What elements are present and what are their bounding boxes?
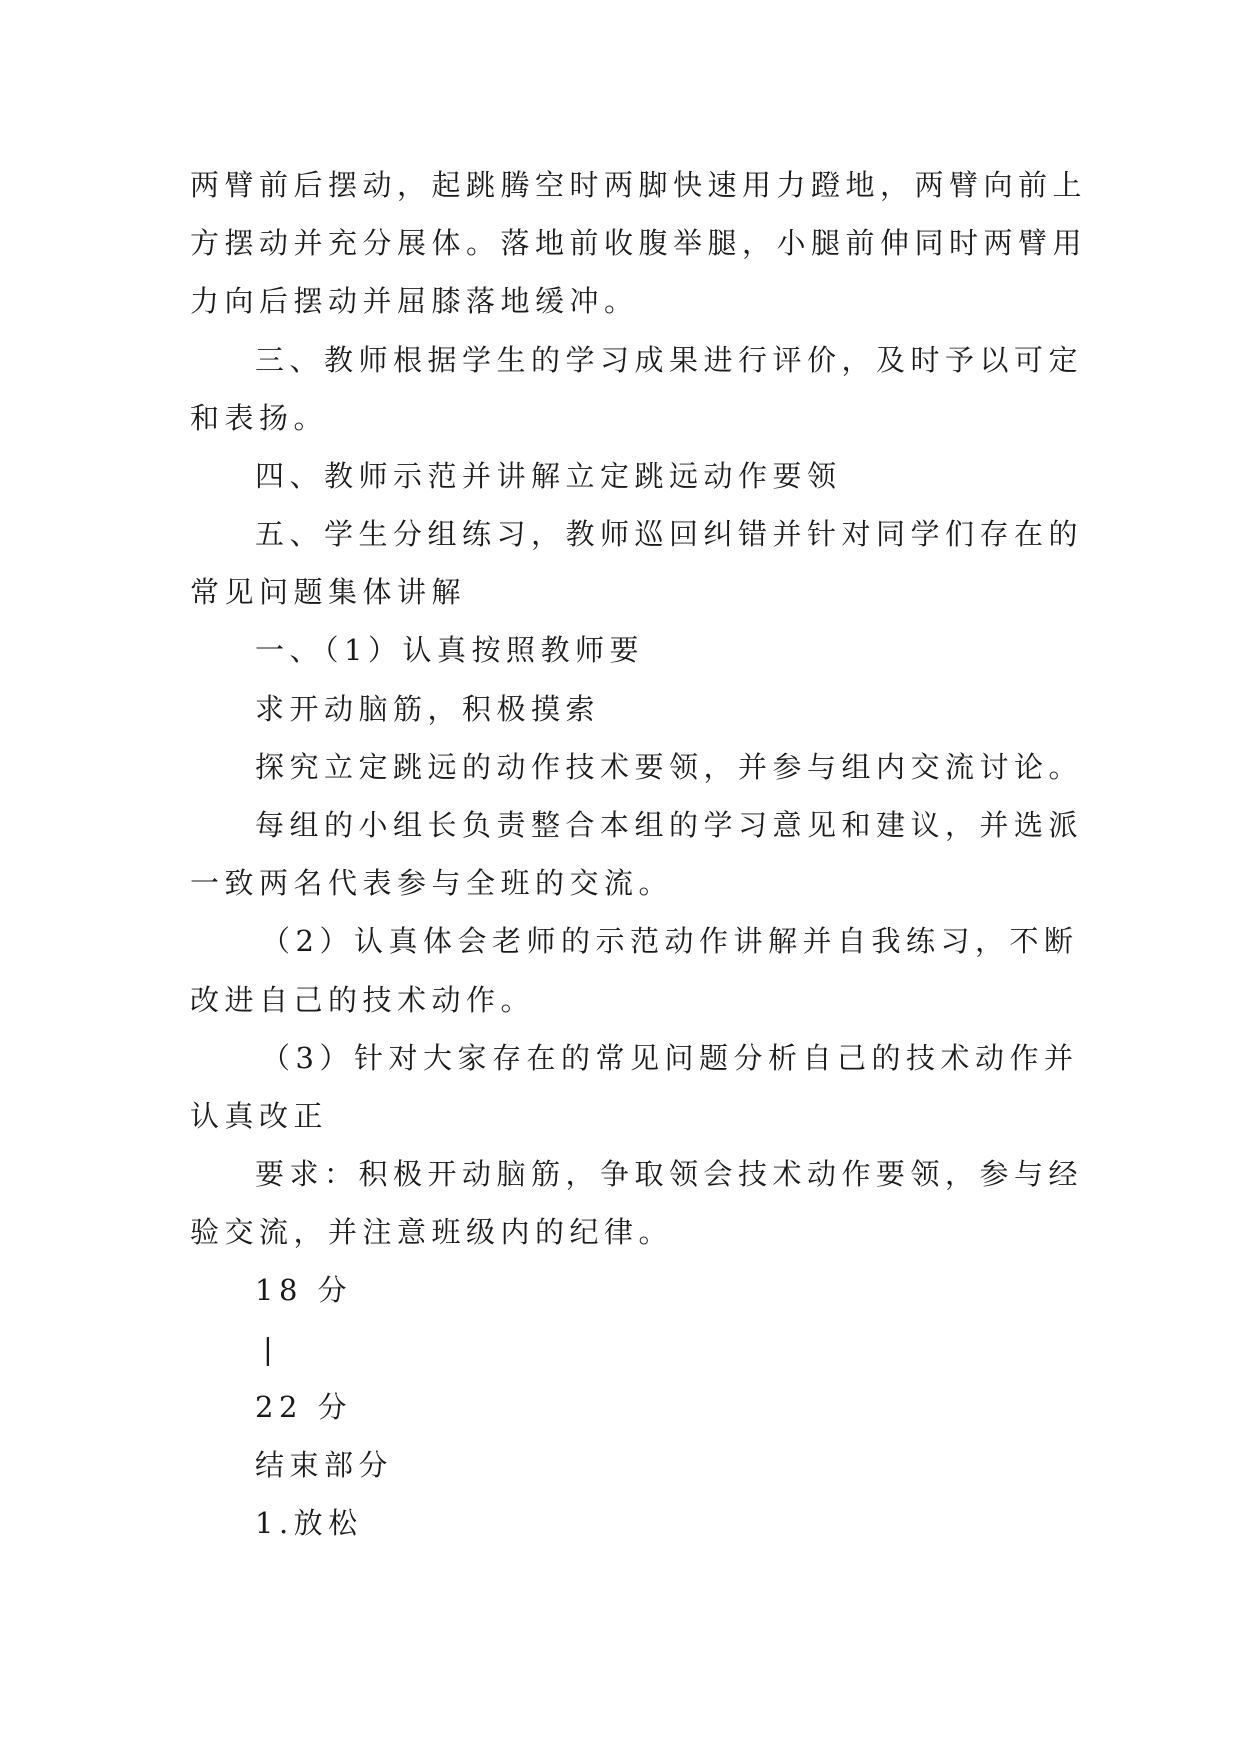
text-line: 一致两名代表参与全班的交流。 [190,866,674,900]
text-line: 每组的小组长负责整合本组的学习意见和建议，并选派 [255,808,1084,842]
text-line: （3）针对大家存在的常见问题分析自己的技术动作并 [261,1041,1079,1075]
text-line: 求开动脑筋，积极摸索 [255,692,601,726]
time-label: 22 分 [255,1390,353,1424]
text-line: 两臂前后摆动，起跳腾空时两脚快速用力蹬地，两臂向前上 [190,168,1088,202]
text-line: 一、（1）认真按照教师要 [255,633,644,667]
text-line: 方摆动并充分展体。落地前收腹举腿，小腿前伸同时两臂用 [190,226,1088,260]
text-line: 验交流，并注意班级内的纪律。 [190,1215,674,1249]
text-line: 四、教师示范并讲解立定跳远动作要领 [255,459,842,493]
text-line: 要求：积极开动脑筋，争取领会技术动作要领，参与经 [255,1157,1084,1191]
section-heading: 结束部分 [255,1448,394,1482]
time-label: 18 分 [255,1273,353,1307]
time-separator: | [263,1332,279,1366]
text-line: 三、教师根据学生的学习成果进行评价，及时予以可定 [255,343,1084,377]
text-line: 五、学生分组练习，教师巡回纠错并针对同学们存在的 [255,517,1084,551]
text-line: 常见问题集体讲解 [190,575,467,609]
text-line: 探究立定跳远的动作技术要领，并参与组内交流讨论。 [255,750,1084,784]
text-line: 认真改正 [190,1099,329,1133]
list-item: 1.放松 [255,1506,363,1540]
text-line: 改进自己的技术动作。 [190,983,536,1017]
text-line: （2）认真体会老师的示范动作讲解并自我练习，不断 [261,924,1079,958]
text-line: 和表扬。 [190,401,329,435]
text-line: 力向后摆动并屈膝落地缓冲。 [190,284,639,318]
